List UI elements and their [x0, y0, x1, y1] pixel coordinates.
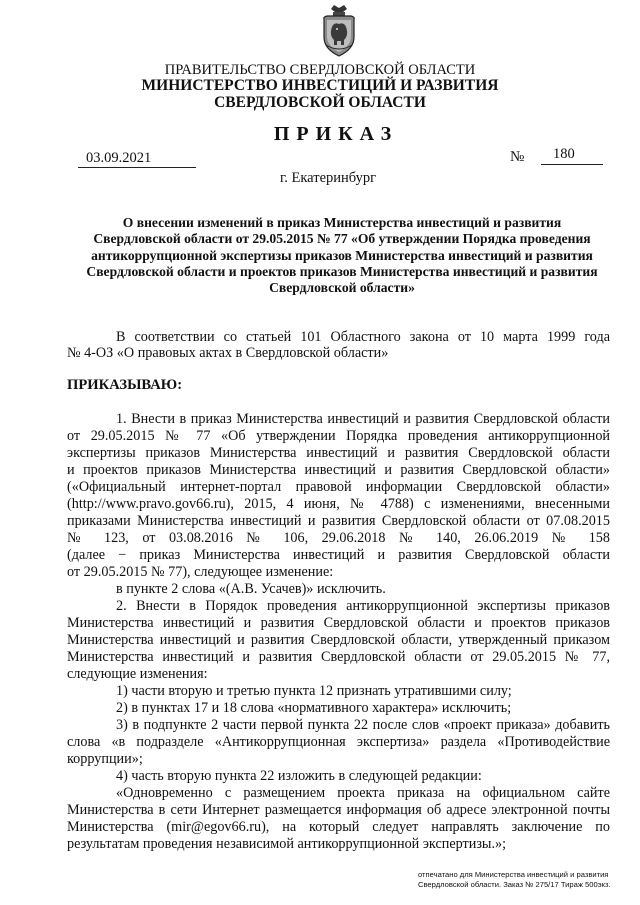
- item2-line: 2) в пунктах 17 и 18 слова «нормативного характера» исключить;: [116, 700, 512, 716]
- preamble-line: В соответствии со статьей 101 Областного закона от 10 марта 1999 года: [116, 329, 610, 345]
- title-line: О внесении изменений в приказ Министерства инвестиций и развития: [122, 215, 562, 230]
- number-underline: [541, 164, 603, 165]
- item2-line: Министерства в сети Интернет размещается информация об адресе электронной почты: [67, 802, 610, 818]
- number-sign: №: [510, 149, 525, 165]
- item2-line: 1) части вторую и третью пункта 12 признать утратившими силу;: [116, 683, 512, 699]
- item2-line: Министерства инвестиций и развития Свердловской области, утвержденный приказом: [67, 632, 610, 648]
- item2-line: слова «в подразделе «Антикоррупционная экспертиза» раздела «Противодействие: [67, 734, 610, 750]
- order-number: 180: [553, 146, 575, 162]
- item2-line: Министерства инвестиций и развития Свердловской области и проектов приказов: [67, 615, 610, 631]
- title-line: Свердловской области»: [269, 280, 415, 296]
- print-info-line: Свердловской области. Заказ № 275/17 Тираж 500экз.: [418, 880, 611, 889]
- order-title: [72, 215, 612, 296]
- preamble-line: № 4-ОЗ «О правовых актах в Свердловской области»: [67, 345, 389, 361]
- date-underline: [78, 167, 196, 168]
- document-type-heading: ПРИКАЗ: [273, 123, 399, 145]
- city: г. Екатеринбург: [279, 170, 377, 186]
- item1-line: в пункте 2 слова «(А.В. Усачев)» исключить.: [116, 581, 386, 597]
- item2-line: 2. Внести в Порядок проведения антикоррупционной экспертизы приказов: [116, 598, 610, 614]
- item1-line: № 123, от 03.08.2016 № 106, 29.06.2018 № 140, 26.06.2019 № 158: [67, 530, 610, 546]
- item1-line: (http://www.pravo.gov66.ru), 2015, 4 июня, № 4788) с изменениями, внесенными: [67, 496, 610, 512]
- item1-line: приказами Министерства инвестиций и развития Свердловской области от 07.08.2015: [67, 513, 610, 529]
- item2-line: 3) в подпункте 2 части первой пункта 22 после слов «проект приказа» добавить: [116, 717, 610, 733]
- title-line: Свердловской области и проектов приказов Министерства инвестиций и развития: [86, 263, 598, 279]
- item1-line: от 29.05.2015 № 77), следующее изменение:: [67, 564, 334, 580]
- item1-line: и проектов приказов Министерства инвестиций и развития Свердловской области»: [67, 462, 610, 478]
- ministry-name-line1: МИНИСТЕРСТВО ИНВЕСТИЦИЙ И РАЗВИТИЯ: [141, 77, 499, 94]
- title-line: антикоррупционной экспертизы приказов Министерства инвестиций и развития: [91, 247, 593, 263]
- item2-line: следующие изменения:: [67, 666, 208, 682]
- item1-line: 1. Внести в приказ Министерства инвестиций и развития Свердловской области: [116, 411, 610, 427]
- item2-line: Министерства (mir@egov66.ru), на который следует направлять заключение по: [67, 819, 610, 835]
- order-word: ПРИКАЗЫВАЮ:: [67, 377, 183, 393]
- item2-line: Министерства инвестиций и развития Свердловской области от 29.05.2015 № 77,: [67, 649, 610, 665]
- government-name: ПРАВИТЕЛЬСТВО СВЕРДЛОВСКОЙ ОБЛАСТИ: [164, 62, 476, 78]
- item1-line: экспертизы приказов Министерства инвестиций и развития Свердловской области: [67, 445, 610, 461]
- item2-line: результатам проведения независимой антикоррупционной экспертизы.»;: [67, 836, 507, 852]
- item2-line: коррупции»;: [67, 751, 143, 767]
- item2-line: 4) часть вторую пункта 22 изложить в следующей редакции:: [116, 768, 482, 784]
- item1-line: (далее − приказ Министерства инвестиций и развития Свердловской области: [67, 547, 610, 563]
- order-date: 03.09.2021: [86, 150, 152, 166]
- coat-of-arms-icon: [322, 5, 356, 57]
- title-line: Свердловской области от 29.05.2015 № 77 «Об утверждении Порядка проведения: [93, 231, 591, 247]
- item1-line: («Официальный интернет-портал правовой информации Свердловской области»: [67, 479, 610, 495]
- ministry-name-line2: СВЕРДЛОВСКОЙ ОБЛАСТИ: [214, 94, 426, 111]
- item2-line: «Одновременно с размещением проекта приказа на официальном сайте: [116, 785, 610, 801]
- print-info-line: отпечатано для Министерства инвестиций и развития: [418, 870, 609, 879]
- item1-line: от 29.05.2015 № 77 «Об утверждении Порядка проведения антикоррупционной: [67, 428, 610, 444]
